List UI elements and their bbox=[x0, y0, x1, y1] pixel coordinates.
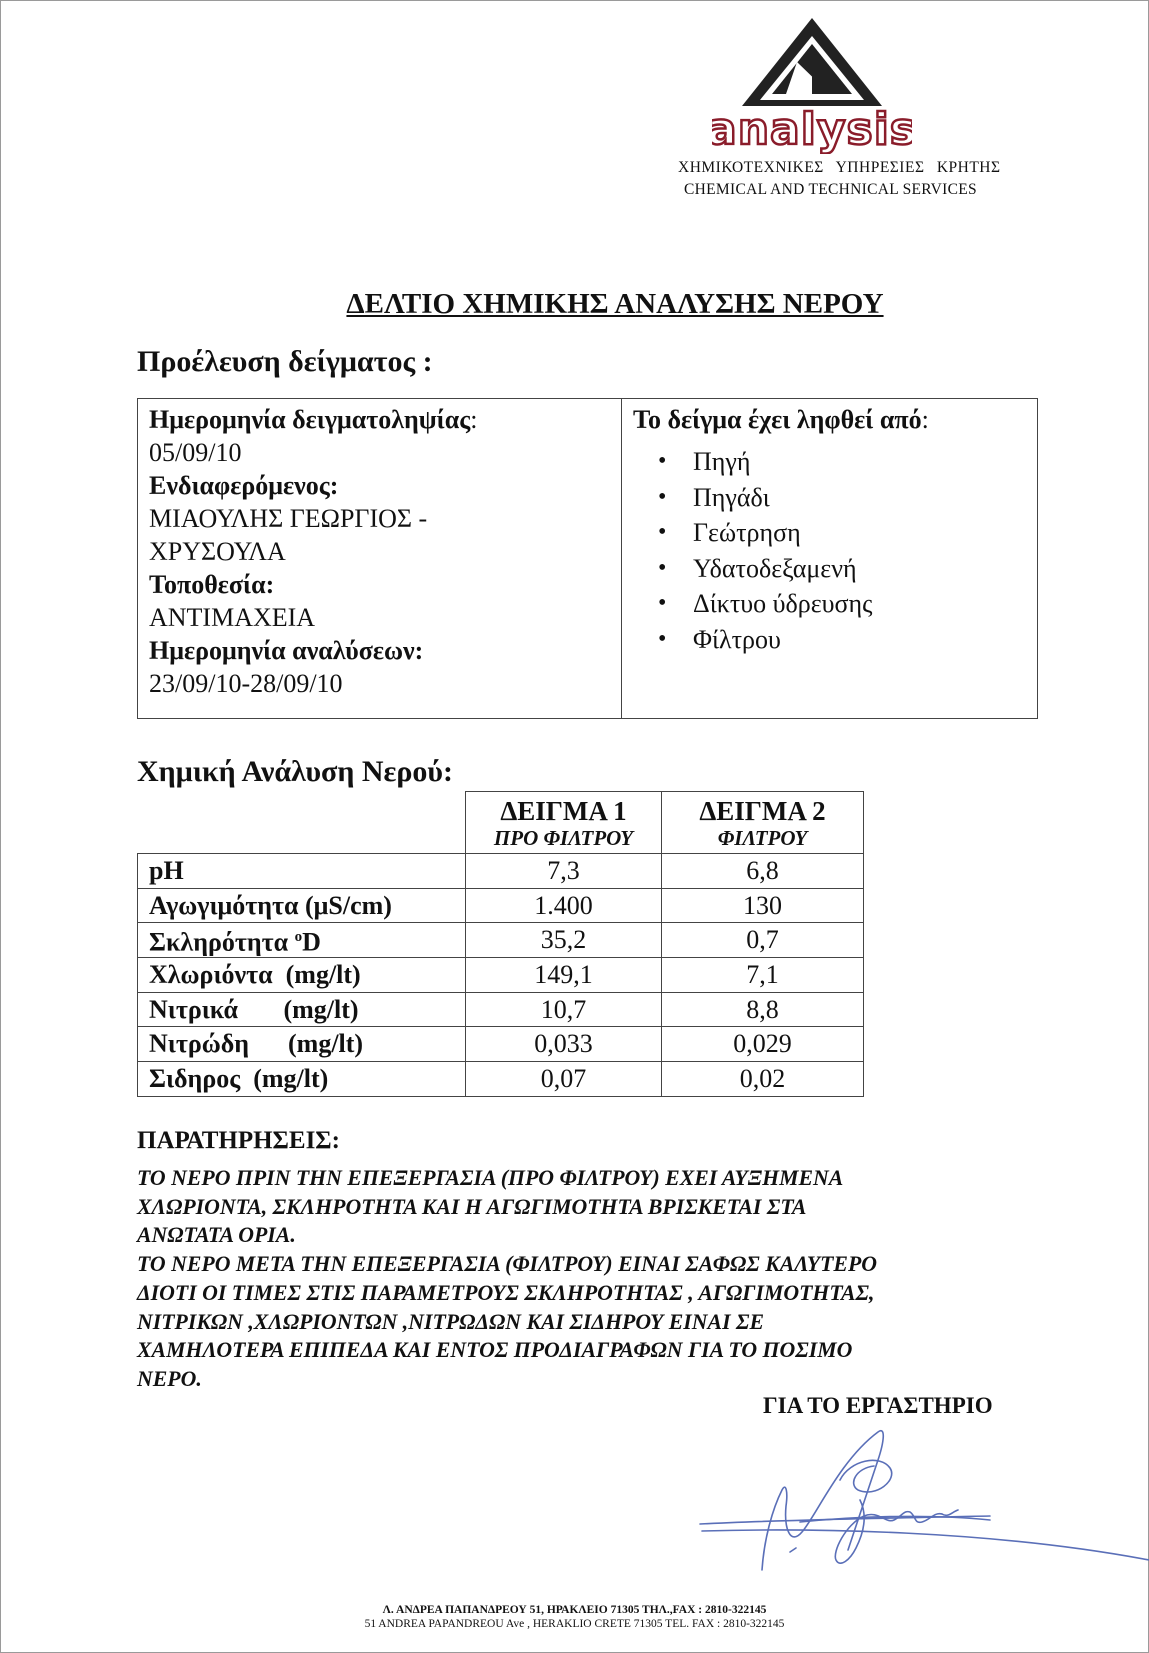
list-item: • Δίκτυο ύδρευσης bbox=[693, 586, 1026, 622]
location-label: Τοποθεσία: bbox=[149, 570, 275, 599]
logo-text: analysis bbox=[712, 104, 912, 154]
remarks-line: ΤΟ ΝΕΡΟ ΜΕΤΑ ΤΗΝ ΕΠΕΞΕΡΓΑΣΙΑ (ΦΙΛΤΡΟΥ) ΕΙΝΑΙ ΣΑΦΩΣ ΚΑΛΥΤΕΡΟ bbox=[137, 1252, 878, 1277]
param-name: Αγωγιμότητα (μS/cm) bbox=[138, 888, 466, 923]
location-value: ΑΝΤΙΜΑΧΕΙΑ bbox=[149, 603, 316, 632]
list-item: • Γεώτρηση bbox=[693, 515, 1026, 551]
table-row bbox=[138, 958, 864, 993]
interested-name-line2: ΧΡΥΣΟΥΛΑ bbox=[149, 537, 286, 566]
sample-source-cell: Το δείγμα έχει ληφθεί από: • Πηγή • Πηγάδι • Γεώτρηση • Υδατοδεξαμενή • Δίκτυο ύδρευσης • Φίλτρου bbox=[622, 399, 1038, 719]
param-name: Νιτρώδη (mg/lt) bbox=[138, 1027, 466, 1062]
param-name: Νιτρικά (mg/lt) bbox=[138, 992, 466, 1027]
table-row bbox=[138, 923, 864, 958]
sample2-value: 7,1 bbox=[662, 958, 864, 993]
remarks-line: ΝΕΡΟ. bbox=[137, 1366, 202, 1391]
list-item: • Πηγή bbox=[693, 444, 1026, 480]
footer-address-english: 51 ANDREA PAPANDREOU Ave , HERAKLIO CRETE 71305 TEL. FAX : 2810-322145 bbox=[364, 1618, 785, 1630]
remarks-line: ΧΑΜΗΛΟΤΕΡΑ ΕΠΙΠΕΔΑ ΚΑΙ ΕΝΤΟΣ ΠΡΟΔΙΑΓΡΑΦΩΝ ΓΙΑ ΤΟ ΠΟΣΙΜΟ bbox=[137, 1338, 853, 1363]
table-row bbox=[138, 854, 864, 889]
sample2-header: ΔΕΙΓΜΑ 2 ΦΙΛΤΡΟΥ bbox=[662, 792, 864, 854]
interested-name-line1: ΜΙΑΟΥΛΗΣ ΓΕΩΡΓΙΟΣ - bbox=[149, 504, 428, 533]
list-item: • Πηγάδι bbox=[693, 480, 1026, 516]
analysis-date-label: Ημερομηνία αναλύσεων: bbox=[149, 636, 424, 665]
param-name: pH bbox=[138, 854, 466, 889]
source-list bbox=[633, 444, 1026, 657]
handwritten-signature-icon bbox=[690, 1420, 1149, 1580]
analysis-heading: Χημική Ανάλυση Νερού: bbox=[137, 755, 453, 788]
sample2-value: 0,029 bbox=[662, 1027, 864, 1062]
sample2-value: 0,7 bbox=[662, 923, 864, 958]
company-name-greek: ΧΗΜΙΚΟΤΕΧΝΙΚΕΣ ΥΠΗΡΕΣΙΕΣ ΚΡΗΤΗΣ bbox=[678, 159, 1001, 176]
sample1-value: 149,1 bbox=[466, 958, 662, 993]
list-item: • Υδατοδεξαμενή bbox=[693, 551, 1026, 587]
company-logo bbox=[712, 14, 912, 154]
remarks-line: ΧΛΩΡΙΟΝΤΑ, ΣΚΛΗΡΟΤΗΤΑ ΚΑΙ Η ΑΓΩΓΙΜΟΤΗΤΑ ΒΡΙΣΚΕΤΑΙ ΣΤΑ bbox=[137, 1194, 807, 1219]
analysis-logo-icon bbox=[712, 14, 912, 154]
remarks-line: ΤΟ ΝΕΡΟ ΠΡΙΝ ΤΗΝ ΕΠΕΞΕΡΓΑΣΙΑ (ΠΡΟ ΦΙΛΤΡΟΥ) ΕΧΕΙ ΑΥΞΗΜΕΝΑ bbox=[137, 1166, 844, 1190]
remarks-line: ΝΙΤΡΙΚΩΝ ,ΧΛΩΡΙΟΝΤΩΝ ,ΝΙΤΡΩΔΩΝ ΚΑΙ ΣΙΔΗΡΟΥ ΕΙΝΑΙ ΣΕ bbox=[137, 1309, 765, 1334]
signature-image bbox=[690, 1420, 1149, 1580]
interested-label: Ενδιαφερόμενος: bbox=[149, 471, 339, 500]
table-row bbox=[138, 1062, 864, 1097]
param-name: Χλωριόντα (mg/lt) bbox=[138, 958, 466, 993]
sample1-value: 1.400 bbox=[466, 888, 662, 923]
company-name-english: CHEMICAL AND TECHNICAL SERVICES bbox=[684, 181, 977, 198]
origin-heading: Προέλευση δείγματος : bbox=[137, 345, 433, 378]
sample1-value: 35,2 bbox=[466, 923, 662, 958]
sample1-value: 0,07 bbox=[466, 1062, 662, 1097]
document-title: ΔΕΛΤΙΟ ΧΗΜΙΚΗΣ ΑΝΑΛΥΣΗΣ ΝΕΡΟΥ bbox=[346, 288, 884, 320]
sample1-value: 0,033 bbox=[466, 1027, 662, 1062]
table-row bbox=[138, 888, 864, 923]
sample2-value: 6,8 bbox=[662, 854, 864, 889]
sample2-value: 130 bbox=[662, 888, 864, 923]
source-label: Το δείγμα έχει ληφθεί από bbox=[633, 405, 922, 434]
param-name: Σκληρότητα $^o$D bbox=[138, 923, 466, 958]
footer-address-greek: Λ. ΑΝΔΡΕΑ ΠΑΠΑΝΔΡΕΟΥ 51, ΗΡΑΚΛΕΙΟ 71305 ΤΗΛ.,FAX : 2810-322145 bbox=[382, 1604, 767, 1616]
sample2-value: 8,8 bbox=[662, 992, 864, 1027]
sample-info-table bbox=[137, 398, 1038, 719]
list-item: • Φίλτρου bbox=[693, 622, 1026, 658]
signature-label: ΓΙΑ ΤΟ ΕΡΓΑΣΤΗΡΙΟ bbox=[763, 1393, 993, 1418]
sample1-value: 7,3 bbox=[466, 854, 662, 889]
sample1-header: ΔΕΙΓΜΑ 1 ΠΡΟ ΦΙΛΤΡΟΥ bbox=[466, 792, 662, 854]
table-header-row bbox=[138, 792, 864, 854]
sampling-date: 05/09/10 bbox=[149, 438, 242, 467]
table-row bbox=[138, 992, 864, 1027]
remarks-line: ΔΙΟΤΙ ΟΙ ΤΙΜΕΣ ΣΤΙΣ ΠΑΡΑΜΕΤΡΟΥΣ ΣΚΛΗΡΟΤΗΤΑΣ , ΑΓΩΓΙΜΟΤΗΤΑΣ, bbox=[137, 1280, 875, 1305]
sample-info-details: Ημερομηνία δειγματοληψίας: 05/09/10 Ενδιαφερόμενος: ΜΙΑΟΥΛΗΣ ΓΕΩΡΓΙΟΣ - ΧΡΥΣΟΥΛΑ Τοποθεσία: ΑΝΤΙΜΑΧΕΙΑ Ημερομηνία αναλύσεων: 23/09/10-28/09/10 bbox=[138, 399, 622, 719]
remarks-line: ΑΝΩΤΑΤΑ ΟΡΙΑ. bbox=[137, 1223, 296, 1248]
results-table bbox=[137, 791, 864, 1097]
param-name: Σιδηρος (mg/lt) bbox=[138, 1062, 466, 1097]
table-row bbox=[138, 1027, 864, 1062]
remarks-heading: ΠΑΡΑΤΗΡΗΣΕΙΣ: bbox=[137, 1127, 340, 1154]
analysis-dates: 23/09/10-28/09/10 bbox=[149, 669, 343, 698]
sample2-value: 0,02 bbox=[662, 1062, 864, 1097]
sample1-value: 10,7 bbox=[466, 992, 662, 1027]
sampling-date-label: Ημερομηνία δειγματοληψίας bbox=[149, 405, 471, 434]
remarks-text bbox=[137, 1164, 1017, 1394]
